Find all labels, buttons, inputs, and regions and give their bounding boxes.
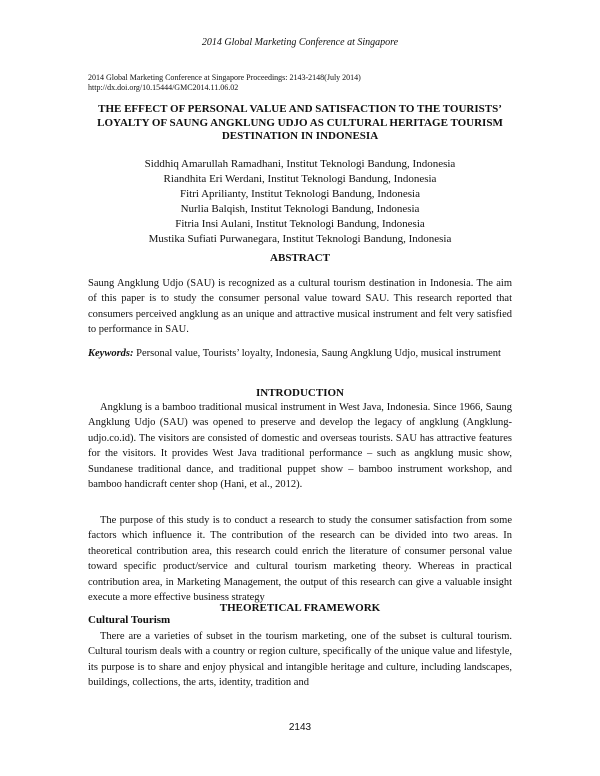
introduction-paragraph-1: Angklung is a bamboo traditional musical instrument in West Java, Indonesia. Since 1966, Saung Angklung Udjo (SAU) was opened to preserve and develop the legacy of angklung (Angklung-udjo.co.id). The visitors are consisted of domestic and overseas tourists. SAU has attractive features for the visitors. It provides West Java traditional performance – such as angklung music show, Sundanese traditional dance, and traditional puppet show – bamboo instrument workshop, and bamboo handicraft center shop (Hani, et al., 2012). xyxy=(88,402,512,491)
introduction-paragraph-2: The purpose of this study is to conduct a research to study the consumer satisfaction from some factors which influence it. The contribution of the research can be divided into two areas. In theoretical contribution area, this research could enrich the literature of consumer personal value toward specific product/service and cultural tourism marketing theory. Whereas in practical contribution area, in Marketing Management, the output of this research can give a valuable insight execute a more effective business strategy xyxy=(88,515,512,604)
framework-paragraph-1: There are a varieties of subset in the tourism marketing, one of the subset is cultural tourism. Cultural tourism deals with a country or region culture, specifically of the unique value and lifestyle, its purpose is to share and enjoy physical and intangible heritage and culture, including landscapes, buildings, collections, the arts, identity, tradition and xyxy=(88,631,512,689)
paper-title: THE EFFECT OF PERSONAL VALUE AND SATISFACTION TO THE TOURISTS’ LOYALTY OF SAUNG ANGKLUNG UDJO AS CULTURAL HERITAGE TOURISM DESTINATION IN INDONESIA xyxy=(97,103,503,142)
running-head: 2014 Global Marketing Conference at Singapore xyxy=(201,37,399,48)
introduction-heading: INTRODUCTION xyxy=(255,387,344,399)
citation-line: 2014 Global Marketing Conference at Singapore Proceedings: 2143-2148(July 2014) xyxy=(88,73,361,82)
keywords xyxy=(88,346,512,361)
author-line: Riandhita Eri Werdani, Institut Teknologi Bandung, Indonesia xyxy=(163,173,437,186)
author-list xyxy=(88,157,512,248)
abstract-text: Saung Angklung Udjo (SAU) is recognized as a cultural tourism destination in Indonesia. The aim of this paper is to study the consumer personal value toward SAU. This research reported that consumers perceived angklung as an unique and attractive musical instrument and felt very satisfied to performance in SAU. xyxy=(88,278,512,336)
citation-block xyxy=(88,73,361,93)
keywords-text: Personal value, Tourists’ loyalty, Indonesia, Saung Angklung Udjo, musical instrument xyxy=(133,348,501,359)
author-line: Siddhiq Amarullah Ramadhani, Institut Teknologi Bandung, Indonesia xyxy=(144,158,456,170)
abstract-heading: ABSTRACT xyxy=(270,252,330,264)
framework-heading: THEORETICAL FRAMEWORK xyxy=(219,602,381,614)
page-number: 2143 xyxy=(288,722,312,733)
author-line: Fitria Insi Aulani, Institut Teknologi Bandung, Indonesia xyxy=(175,218,425,231)
author-line: Fitri Aprilianty, Institut Teknologi Bandung, Indonesia xyxy=(180,188,420,201)
cultural-tourism-subheading: Cultural Tourism xyxy=(88,614,171,626)
keywords-label: Keywords: xyxy=(88,348,134,359)
author-line: Mustika Sufiati Purwanegara, Institut Teknologi Bandung, Indonesia xyxy=(148,233,452,246)
author-line: Nurlia Balqish, Institut Teknologi Bandung, Indonesia xyxy=(180,203,420,216)
doi-line: http://dx.doi.org/10.15444/GMC2014.11.06.02 xyxy=(88,83,239,92)
